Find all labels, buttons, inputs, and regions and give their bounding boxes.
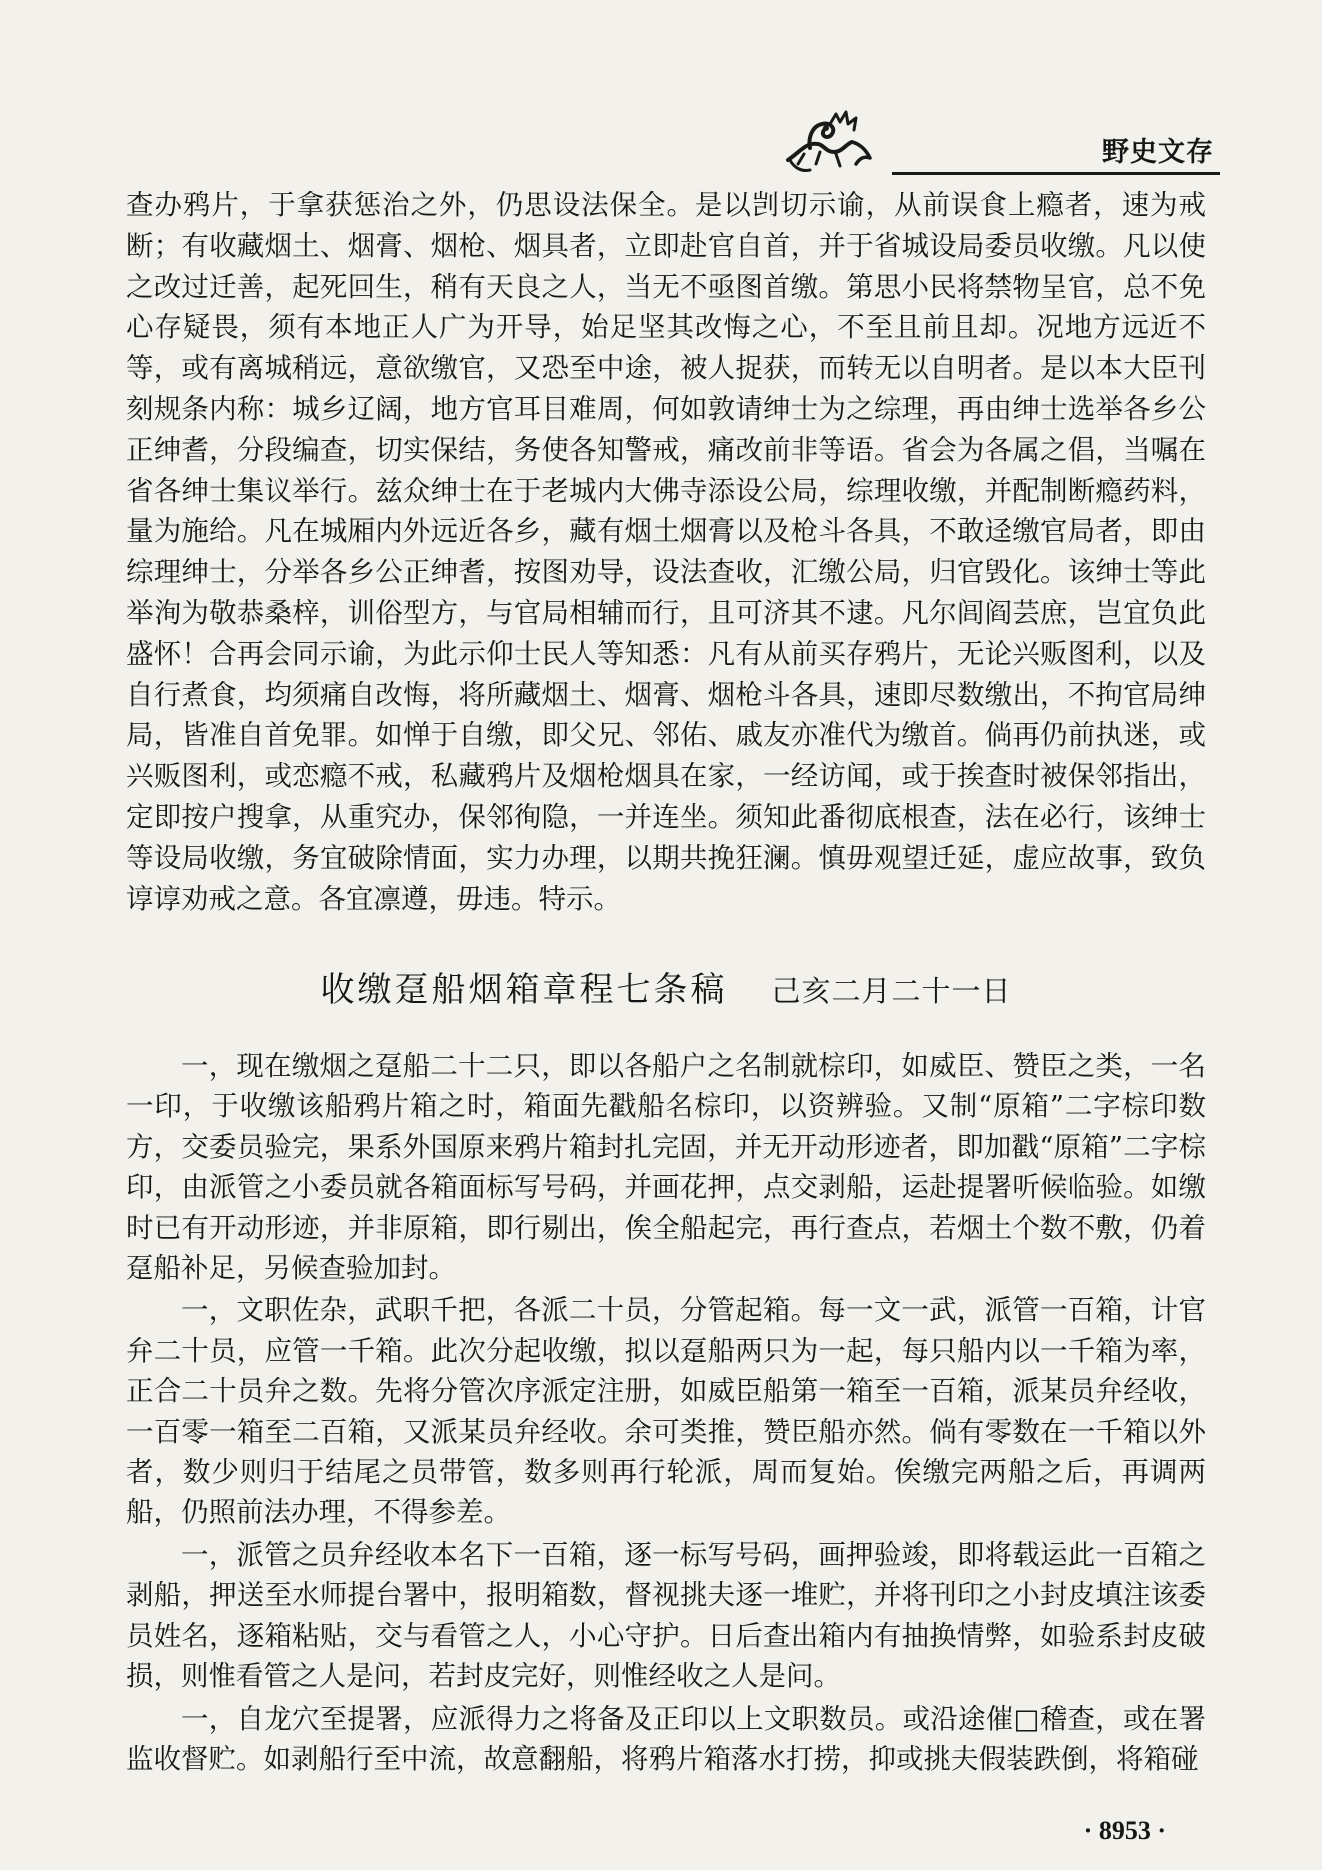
header-title: 野史文存 bbox=[1102, 137, 1214, 168]
section-heading bbox=[126, 962, 1206, 1011]
regulation-item: 一，现在缴烟之趸船二十二只，即以各船户之名制就棕印，如威臣、赞臣之类，一名一印，于收缴该船鸦片箱之时，箱面先戳船名棕印，以资辨验。又制“原箱”二字棕印数方，交委员验完，果系外国原来鸦片箱封扎完固，并无开动形迹者，即加戳“原箱”二字棕印，由派管之小委员就各箱面标写号码，并画花押，点交剥船，运赴提署听候临验。如缴时已有开动形迹，并非原箱，即行剔出，俟全船起完，再行查点，若烟土个数不敷，仍着趸船补足，另候查验加封。 bbox=[126, 1050, 1206, 1285]
page-number: · 8953 · bbox=[1083, 1816, 1166, 1845]
regulation-item: 一，自龙穴至提署，应派得力之将备及正印以上文职数员。或沿途催□稽查，或在署监收督贮。如剥船行至中流，故意翻船，将鸦片箱落水打捞，抑或挑夫假装跌倒，将箱碰 bbox=[126, 1702, 1206, 1775]
header-rule bbox=[892, 172, 1220, 175]
regulation-item: 一，派管之员弁经收本名下一百箱，逐一标写号码，画押验竣，即将载运此一百箱之剥船，押送至水师提台署中，报明箱数，督视挑夫逐一堆贮，并将刊印之小封皮填注该委员姓名，逐箱粘贴，交与看管之人，小心守护。日后查出箱内有抽换情弊，如验系封皮破损，则惟看管之人是问，若封皮完好，则惟经收之人是问。 bbox=[126, 1538, 1206, 1693]
paragraph: 查办鸦片，于拿获惩治之外，仍思设法保全。是以剀切示谕，从前误食上瘾者，速为戒断；有收藏烟土、烟膏、烟枪、烟具者，立即赴官自首，并于省城设局委员收缴。凡以使之改过迁善，起死回生，稍有天良之人，当无不亟图首缴。第思小民将禁物呈官，总不免心存疑畏，须有本地正人广为开导，始足坚其改悔之心，不至且前且却。况地方远近不等，或有离城稍远，意欲缴官，又恐至中途，被人捉获，而转无以自明者。是以本大臣刊刻规条内称：城乡辽阔，地方官耳目难周，何如敦请绅士为之综理，再由绅士选举各乡公正绅耆，分段编查，切实保结，务使各知警戒，痛改前非等语。省会为各属之倡，当嘱在省各绅士集议举行。兹众绅士在于老城内大佛寺添设公局，综理收缴，并配制断瘾药料，量为施给。凡在城厢内外远近各乡，藏有烟土烟膏以及枪斗各具，不敢迳缴官局者，即由综理绅士，分举各乡公正绅耆，按图劝导，设法查收，汇缴公局，归官毁化。该绅士等此举洵为敬恭桑梓，训俗型方，与官局相辅而行，且可济其不逮。凡尔闾阎芸庶，岂宜负此盛怀！合再会同示谕，为此示仰士民人等知悉：凡有从前买存鸦片，无论兴贩图利，以及自行煮食，均须痛自改悔，将所藏烟土、烟膏、烟枪斗各具，速即尽数缴出，不拘官局绅局，皆准自首免罪。如惮于自缴，即父兄、邻佑、戚友亦准代为缴首。倘再仍前执迷，或兴贩图利，或恋瘾不戒，私藏鸦片及烟枪烟具在家，一经访闻，或于挨查时被保邻指出，定即按户搜拿，从重究办，保邻徇隐，一并连坐。须知此番彻底根查，法在必行，该绅士等设局收缴，务宜破除情面，实力办理，以期共挽狂澜。慎毋观望迁延，虚应故事，致负谆谆劝戒之意。各宜凛遵，毋违。特示。 bbox=[126, 189, 1206, 915]
section-title: 收缴趸船烟箱章程七条稿 bbox=[320, 970, 728, 1010]
regulations-body bbox=[126, 1046, 1206, 1781]
running-header bbox=[780, 102, 1220, 182]
section-date: 己亥二月二十一日 bbox=[771, 974, 1012, 1008]
body-text-continued bbox=[126, 185, 1206, 919]
regulation-item: 一，文职佐杂，武职千把，各派二十员，分管起箱。每一文一武，派管一百箱，计官弁二十员，应管一千箱。此次分起收缴，拟以趸船两只为一起，每只船内以一千箱为率，正合二十员弁之数。先将分管次序派定注册，如威臣船第一箱至一百箱，派某员弁经收，一百零一箱至二百箱，又派某员弁经收。余可类推，赞臣船亦然。倘有零数在一千箱以外者，数少则归于结尾之员带管，数多则再行轮派，周而复始。俟缴完两船之后，再调两船，仍照前法办理，不得参差。 bbox=[126, 1294, 1206, 1529]
dragon-emblem-icon bbox=[780, 102, 880, 182]
